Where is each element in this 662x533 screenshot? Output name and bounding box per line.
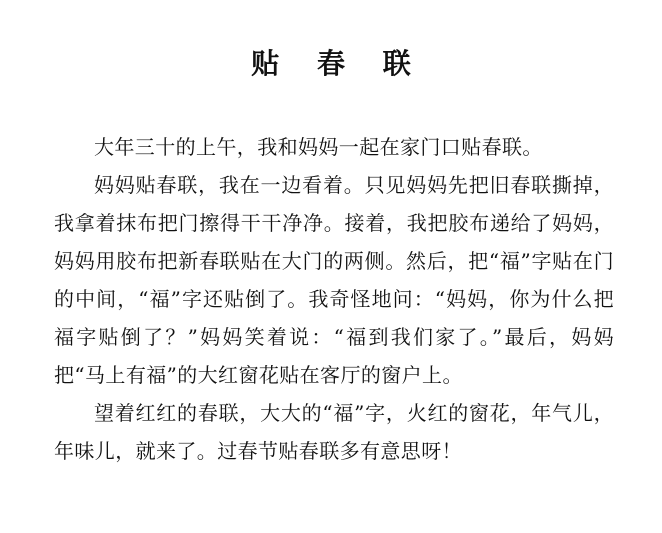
paragraph-2: 妈妈贴春联，我在一边看着。只见妈妈先把旧春联撕掉，我拿着抹布把门擦得干干净净。接着，我把胶布递给了妈妈，妈妈用胶布把新春联贴在大门的两侧。然后，把“福”字贴在门的中间，“福”字还贴倒了。我奇怪地问：“妈妈，你为什么把福字贴倒了？”妈妈笑着说：“福到我们家了。”最后，妈妈把“马上有福”的大红窗花贴在客厅的窗户上。	[54, 173, 614, 387]
paragraph-1: 大年三十的上午，我和妈妈一起在家门口贴春联。	[94, 135, 543, 159]
paragraph-3: 望着红红的春联，大大的“福”字，火红的窗花，年气儿，年味儿，就来了。过春节贴春联多有意思呀！	[54, 401, 614, 463]
document-body	[54, 128, 614, 470]
page-title: 贴 春 联	[251, 47, 425, 80]
